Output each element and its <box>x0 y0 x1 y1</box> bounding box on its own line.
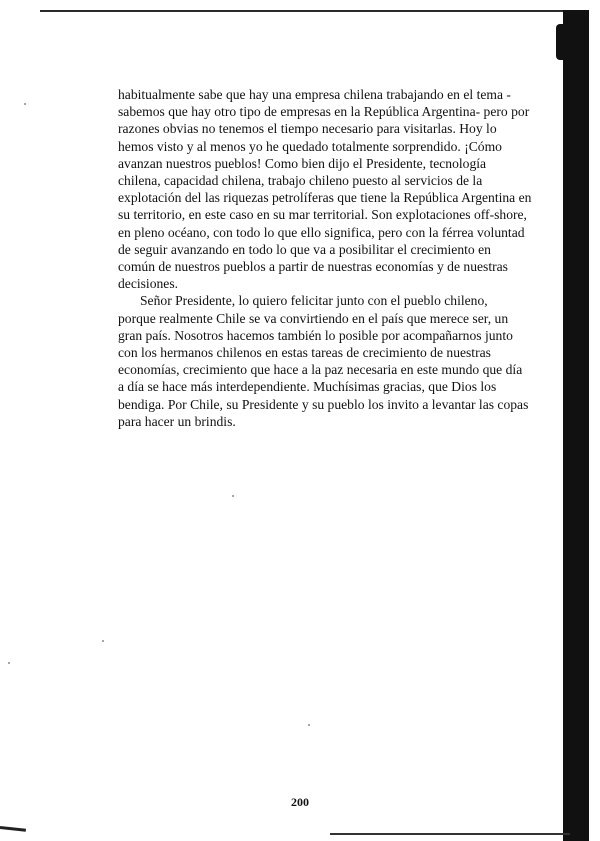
scan-edge-right-tab <box>556 24 566 60</box>
scan-edge-right <box>563 10 589 841</box>
scan-edge-bottom-line <box>330 833 570 835</box>
page-number: 200 <box>291 795 309 809</box>
paragraph: habitualmente sabe que hay una empresa chilena trabajando en el tema - sabemos que hay otro tipo de empresas en la República Argentina- pero por razones obvias no tenemos el tiempo necesario para visitarlas. Hoy lo hemos visto y al menos yo he quedado totalmente sorprendido. ¡Cómo avanzan nuestros pueblos! Como bien dijo el Presidente, tecnología chilena, capacidad chilena, trabajo chileno puesto al servicios de la explotación del las riquezas petrolíferas que tiene la República Argentina en su territorio, en este caso en su mar territorial. Son explotaciones off-shore, en pleno océano, con todo lo que ello significa, pero con la férrea voluntad de seguir avanzando en todo lo que va a posibilitar el crecimiento en común de nuestros pueblos a partir de nuestras economías y de nuestras decisiones. <box>118 87 532 292</box>
scan-speck <box>232 495 234 497</box>
scan-speck <box>8 662 10 664</box>
scan-speck <box>308 724 310 726</box>
scan-edge-bottom-left <box>0 826 26 832</box>
body-text <box>118 86 536 430</box>
scan-speck <box>102 640 104 642</box>
scan-edge-top <box>40 10 570 12</box>
scan-speck <box>24 103 26 105</box>
paragraph: Señor Presidente, lo quiero felicitar junto con el pueblo chileno, porque realmente Chile se va convirtiendo en el país que merece ser, un gran país. Nosotros hacemos también lo posible por acompañarnos junto con los hermanos chilenos en estas tareas de crecimiento de nuestras economías, crecimiento que hace a la paz necesaria en este mundo que día a día se hace más interdependiente. Muchísimas gracias, que Dios los bendiga. Por Chile, su Presidente y su pueblo los invito a levantar las copas para hacer un brindis. <box>118 293 529 429</box>
